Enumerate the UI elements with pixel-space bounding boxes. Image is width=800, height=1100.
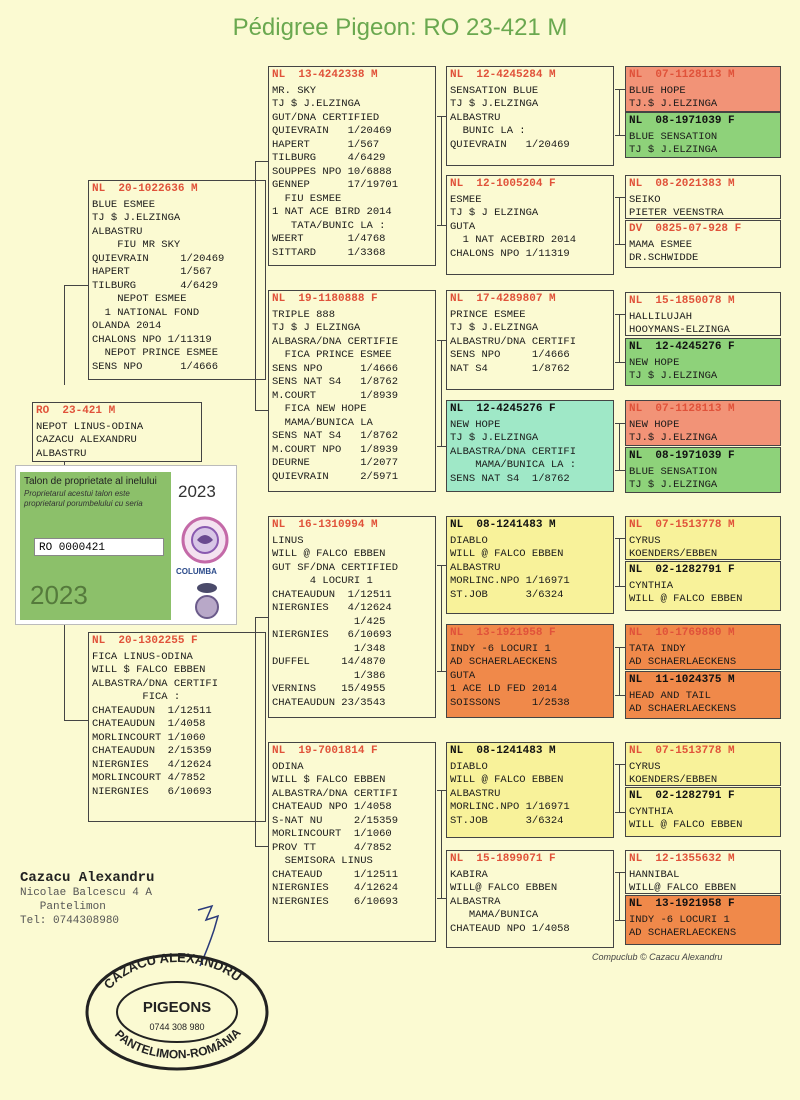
- pedigree-box-dss: [446, 516, 614, 614]
- connector-line: [255, 161, 256, 411]
- pedigree-box-sd: [268, 290, 436, 492]
- pedigree-box-g5: [625, 292, 781, 336]
- pedigree-line: DR.SCHWIDDE: [629, 252, 699, 264]
- pedigree-line: SOUPPES NPO 10/6888: [272, 165, 392, 178]
- pedigree-line: NIERGNIES 4/12624: [272, 882, 399, 894]
- pedigree-line: ST.JOB 3/6324: [450, 588, 564, 601]
- pedigree-line: MAMA/BUNICA: [450, 909, 539, 921]
- pedigree-line: M.COURT 1/8939: [272, 389, 399, 402]
- pedigree-line: S-NAT NU 2/15359: [272, 814, 399, 827]
- pedigree-line: CHATEAUD NPO 1/4058: [450, 922, 570, 935]
- card-title: Talon de proprietate al inelului: [24, 476, 157, 487]
- connector-line: [615, 647, 625, 648]
- pedigree-line: KOENDERS/EBBEN: [629, 774, 718, 786]
- pedigree-line: NIERGNIES 4/12624: [92, 758, 212, 771]
- pedigree-line: CYNTHIA: [629, 579, 674, 592]
- pedigree-line: NAT S4 1/8762: [450, 362, 570, 375]
- pedigree-line: SENS NPO 1/4666: [450, 349, 570, 361]
- ring-number: NL 02-1282791 F: [629, 790, 735, 802]
- connector-line: [615, 362, 625, 363]
- connector-line: [255, 617, 268, 618]
- pedigree-line: CHATEAUDUN 1/4058: [92, 718, 206, 730]
- pigeon-emblem-icon: [188, 580, 226, 620]
- pedigree-line: 1 NAT ACEBIRD 2014: [450, 234, 577, 246]
- connector-line: [437, 898, 446, 899]
- pedigree-line: MORLINC.NPO 1/16971: [450, 801, 570, 813]
- pedigree-box-g6: [625, 338, 781, 386]
- pedigree-line: SEIKO: [629, 193, 661, 206]
- pedigree-line: TJ $ J.ELZINGA: [450, 98, 539, 110]
- pedigree-line: CHATEAUD 1/12511: [272, 868, 399, 881]
- connector-line: [615, 135, 625, 136]
- ring-number: NL 07-1513778 M: [629, 745, 735, 757]
- svg-text:CAZACU ALEXANDRU: [101, 952, 245, 992]
- connector-line: [619, 314, 620, 362]
- pedigree-box-g15: [625, 850, 781, 894]
- pedigree-box-g10: [625, 561, 781, 611]
- stamp-top-text: CAZACU ALEXANDRU: [100, 952, 245, 992]
- connector-line: [64, 285, 88, 286]
- connector-line: [619, 89, 620, 135]
- pedigree-line: ALBASTRU: [450, 111, 501, 124]
- pedigree-line: ESMEE: [450, 193, 482, 206]
- connector-line: [437, 671, 446, 672]
- ring-number: NL 08-2021383 M: [629, 178, 735, 190]
- owner-phone: Tel: 0744308980: [20, 915, 120, 927]
- connector-line: [615, 244, 625, 245]
- owner-address-2: Pantelimon: [20, 901, 106, 913]
- pedigree-line: TJ $ J ELZINGA: [450, 207, 539, 219]
- pedigree-line: ALBASTRA/DNA CERTIFI: [450, 445, 577, 458]
- ring-number: NL 11-1024375 M: [629, 674, 735, 686]
- pedigree-line: WILL @ FALCO EBBEN: [450, 774, 564, 786]
- connector-line: [615, 695, 625, 696]
- pedigree-line: HANNIBAL: [629, 868, 680, 881]
- pedigree-line: DIABLO: [450, 760, 488, 773]
- connector-line: [255, 161, 268, 162]
- pedigree-line: DEURNE 1/2077: [272, 457, 399, 469]
- pedigree-line: FICA PRINCE ESMEE: [272, 349, 392, 361]
- pedigree-line: DIABLO: [450, 534, 488, 547]
- stamp-bottom-text: PANTELIMON-ROMÂNIA: [111, 1025, 244, 1062]
- pedigree-line: KABIRA: [450, 868, 488, 881]
- pedigree-line: TRIPLE 888: [272, 308, 336, 321]
- pedigree-box-g3: [625, 175, 781, 219]
- pedigree-box-sss: [446, 66, 614, 166]
- ring-number: NL 08-1241483 M: [450, 519, 556, 531]
- card-year-top: 2023: [178, 482, 216, 501]
- pedigree-line: HEAD AND TAIL: [629, 689, 711, 702]
- pedigree-box-ss: [268, 66, 436, 266]
- pedigree-line: SENS NAT S4 1/8762: [450, 472, 570, 485]
- ring-number: NL 12-1355632 M: [629, 853, 735, 865]
- pedigree-box-sdd: [446, 400, 614, 492]
- connector-line: [615, 812, 625, 813]
- pedigree-line: NEPOT LINUS-ODINA: [36, 420, 144, 433]
- ring-number: DV 0825-07-928 F: [629, 223, 742, 235]
- pedigree-line: CYRUS: [629, 534, 661, 547]
- pedigree-line: ALBASTRA/DNA CERTIFI: [272, 787, 399, 800]
- pedigree-line: WILL @ FALCO EBBEN: [450, 548, 564, 560]
- pedigree-line: TJ $ J.ELZINGA: [629, 370, 718, 382]
- pedigree-line: OLANDA 2014: [92, 320, 162, 332]
- ring-number: NL 20-1022636 M: [92, 183, 198, 195]
- pedigree-line: NIERGNIES 6/10693: [272, 895, 399, 908]
- ring-number: NL 02-1282791 F: [629, 564, 735, 576]
- pedigree-line: CHALONS NPO 1/11319: [92, 333, 212, 346]
- pedigree-line: MAMA/BUNICA LA: [272, 416, 373, 429]
- ring-number: NL 08-1241483 M: [450, 745, 556, 757]
- pedigree-line: ALBASTRA: [450, 895, 501, 908]
- pedigree-line: CHATEAUDUN 1/12511: [92, 704, 212, 717]
- pedigree-line: ALBASRA/DNA CERTIFIE: [272, 335, 399, 348]
- pedigree-line: NEPOT PRINCE ESMEE: [92, 347, 219, 359]
- pedigree-line: FICA LINUS-ODINA: [92, 650, 193, 663]
- pedigree-line: TJ $ J ELZINGA: [272, 322, 361, 334]
- pedigree-line: WILL $ FALCO EBBEN: [92, 664, 206, 676]
- connector-line: [619, 538, 620, 586]
- pedigree-line: 4 LOCURI 1: [272, 575, 373, 587]
- columba-logo-icon: [179, 514, 231, 566]
- pedigree-line: MR. SKY: [272, 84, 317, 97]
- pedigree-line: SENS NAT S4 1/8762: [272, 430, 399, 442]
- pedigree-line: CYNTHIA: [629, 805, 674, 818]
- pedigree-line: AD SCHAERLAECKENS: [629, 927, 737, 939]
- connector-line: [619, 197, 620, 244]
- pedigree-line: NIERGNIES 6/10693: [92, 785, 212, 798]
- pedigree-line: SENS NPO 1/4666: [272, 362, 399, 375]
- pedigree-line: CHATEAUD NPO 1/4058: [272, 801, 392, 813]
- connector-line: [619, 647, 620, 695]
- connector-line: [64, 720, 88, 721]
- ring-number: RO 23-421 M: [36, 405, 116, 417]
- pedigree-box-dds: [446, 742, 614, 838]
- pedigree-line: ALBASTRU: [450, 561, 501, 574]
- connector-line: [619, 423, 620, 470]
- connector-line: [615, 197, 625, 198]
- pedigree-line: ALBASTRU: [92, 225, 143, 238]
- connector-line: [615, 764, 625, 765]
- pedigree-box-g2: [625, 112, 781, 158]
- owner-block: [20, 870, 154, 928]
- pedigree-box-dam: [88, 632, 266, 822]
- pedigree-line: M.COURT NPO 1/8939: [272, 443, 399, 456]
- ring-number: NL 17-4289807 M: [450, 293, 556, 305]
- connector-line: [255, 617, 256, 847]
- pedigree-box-dsd: [446, 624, 614, 718]
- ring-number-field: RO 0000421: [34, 538, 164, 556]
- pedigree-line: SITTARD 1/3368: [272, 246, 386, 259]
- pedigree-line: QUIEVRAIN 2/5971: [272, 470, 399, 483]
- pedigree-line: TJ $ J.ELZINGA: [629, 479, 718, 491]
- ring-number: NL 12-1005204 F: [450, 178, 556, 190]
- pedigree-box-g12: [625, 671, 781, 719]
- pedigree-line: FICA NEW HOPE: [272, 403, 367, 415]
- connector-line: [615, 470, 625, 471]
- pedigree-box-g9: [625, 516, 781, 560]
- pedigree-line: WILL @ FALCO EBBEN: [272, 548, 386, 560]
- pedigree-box-ssd: [446, 175, 614, 275]
- pedigree-box-subject: [32, 402, 202, 462]
- pedigree-line: QUIEVRAIN 1/20469: [92, 252, 225, 265]
- connector-line: [615, 89, 625, 90]
- pedigree-line: GENNEP 17/19701: [272, 179, 399, 191]
- owner-name: Cazacu Alexandru: [20, 870, 155, 886]
- connector-line: [615, 872, 625, 873]
- pedigree-line: WILL $ FALCO EBBEN: [272, 774, 386, 786]
- connector-line: [255, 846, 268, 847]
- connector-line: [615, 314, 625, 315]
- connector-line: [615, 423, 625, 424]
- pedigree-line: CHATEAUDUN 23/3543: [272, 696, 386, 709]
- ring-number: NL 08-1971039 F: [629, 115, 735, 127]
- pedigree-line: TJ $ J.ELZINGA: [272, 98, 361, 110]
- pedigree-box-ds: [268, 516, 436, 718]
- owner-stamp: [84, 952, 270, 1072]
- pedigree-box-g7: [625, 400, 781, 446]
- connector-line: [441, 790, 442, 898]
- pedigree-box-g16: [625, 895, 781, 945]
- pedigree-box-g11: [625, 624, 781, 670]
- pedigree-line: INDY -6 LOCURI 1: [450, 642, 551, 655]
- connector-line: [615, 920, 625, 921]
- pedigree-line: BLUE ESMEE: [92, 198, 156, 211]
- ring-number: NL 07-1128113 M: [629, 403, 735, 415]
- ring-number: NL 15-1850078 M: [629, 295, 735, 307]
- ring-number: NL 12-4245276 F: [450, 403, 556, 415]
- ring-number: NL 10-1769880 M: [629, 627, 735, 639]
- ring-number: NL 13-4242338 M: [272, 69, 378, 81]
- connector-line: [619, 872, 620, 920]
- pedigree-line: MORLINCOURT 1/1060: [272, 828, 392, 840]
- ring-number: NL 13-1921958 F: [450, 627, 556, 639]
- pedigree-line: GUTA: [450, 220, 476, 233]
- pedigree-box-g1: [625, 66, 781, 112]
- pedigree-box-sds: [446, 290, 614, 390]
- ring-number: NL 12-4245284 M: [450, 69, 556, 81]
- pedigree-line: AD SCHAERLAECKENS: [629, 656, 737, 668]
- pedigree-line: HAPERT 1/567: [92, 266, 212, 278]
- pedigree-line: CAZACU ALEXANDRU: [36, 434, 137, 446]
- pedigree-line: NIERGNIES 6/10693: [272, 629, 392, 641]
- ring-number: NL 15-1899071 F: [450, 853, 556, 865]
- stamp-phone-text: 0744 308 980: [149, 1022, 205, 1032]
- pedigree-line: TILBURG 4/6429: [92, 279, 219, 292]
- pedigree-line: GUT SF/DNA CERTIFIED: [272, 561, 399, 574]
- pedigree-box-g4: [625, 220, 781, 268]
- pedigree-line: GUTA: [450, 669, 476, 682]
- pedigree-line: TJ.$ J.ELZINGA: [629, 432, 718, 444]
- pedigree-line: 1 NATIONAL FOND: [92, 306, 200, 319]
- footer-credit: Compuclub © Cazacu Alexandru: [592, 952, 723, 962]
- pedigree-line: TATA INDY: [629, 642, 686, 655]
- pedigree-line: BLUE SENSATION: [629, 465, 718, 478]
- pedigree-line: CYRUS: [629, 760, 661, 773]
- pedigree-line: TILBURG 4/6429: [272, 152, 386, 164]
- page-title: Pédigree Pigeon: RO 23-421 M: [232, 14, 568, 41]
- connector-line: [255, 410, 268, 411]
- pedigree-line: ALBASTRU: [36, 447, 87, 460]
- stamp-mid-text: PIGEONS: [142, 999, 212, 1016]
- ring-number: NL 16-1310994 M: [272, 519, 378, 531]
- connector-line: [437, 446, 446, 447]
- pedigree-line: BLUE HOPE: [629, 84, 686, 97]
- pedigree-line: 1 NAT ACE BIRD 2014: [272, 206, 392, 218]
- ring-number: NL 13-1921958 F: [629, 898, 735, 910]
- ring-number: NL 08-1971039 F: [629, 450, 735, 462]
- pedigree-line: 1/348: [272, 642, 386, 655]
- card-subtitle: Proprietarul acestui talon este proprietarul porumbelului cu seria: [24, 489, 143, 508]
- pedigree-box-ddd: [446, 850, 614, 948]
- pedigree-line: QUIEVRAIN 1/20469: [272, 125, 392, 137]
- pedigree-line: ALBASTRU/DNA CERTIFI: [450, 335, 577, 348]
- pedigree-line: ODINA: [272, 760, 304, 773]
- card-year: 2023: [30, 580, 88, 610]
- pedigree-box-g13: [625, 742, 781, 786]
- ring-number: NL 07-1513778 M: [629, 519, 735, 531]
- pedigree-line: WILL @ FALCO EBBEN: [629, 593, 743, 605]
- pedigree-line: CHALONS NPO 1/11319: [450, 247, 570, 260]
- pedigree-line: ALBASTRA/DNA CERTIFI: [92, 677, 219, 690]
- pedigree-line: TJ $ J.ELZINGA: [629, 144, 718, 156]
- pedigree-line: ST.JOB 3/6324: [450, 814, 564, 827]
- pedigree-line: INDY -6 LOCURI 1: [629, 913, 730, 926]
- pedigree-line: TATA/BUNIC LA :: [272, 219, 386, 232]
- pedigree-line: TJ $ J.ELZINGA: [450, 432, 539, 444]
- pedigree-line: WILL@ FALCO EBBEN: [629, 882, 737, 894]
- pedigree-line: HAPERT 1/567: [272, 138, 380, 151]
- pedigree-line: SENS NPO 1/4666: [92, 360, 219, 373]
- pedigree-line: 1 ACE LD FED 2014: [450, 683, 558, 695]
- pedigree-line: MAMA/BUNICA LA :: [450, 459, 577, 471]
- ring-number: NL 20-1302255 F: [92, 635, 198, 647]
- pedigree-line: MAMA ESMEE: [629, 238, 693, 251]
- connector-line: [441, 565, 442, 671]
- columba-brand: COLUMBA: [176, 567, 217, 576]
- pedigree-line: HALLILUJAH: [629, 310, 693, 323]
- pedigree-line: QUIEVRAIN 1/20469: [450, 138, 570, 151]
- pedigree-line: WILL@ FALCO EBBEN: [450, 882, 558, 894]
- owner-address-1: Nicolae Balcescu 4 A: [20, 887, 153, 899]
- pedigree-line: TJ.$ J.ELZINGA: [629, 98, 718, 110]
- connector-line: [437, 225, 446, 226]
- connector-line: [615, 586, 625, 587]
- ring-number: NL 19-1180888 F: [272, 293, 378, 305]
- pedigree-line: TJ $ J.ELZINGA: [450, 322, 539, 334]
- pedigree-line: VERNINS 15/4955: [272, 683, 386, 695]
- pedigree-line: CHATEAUDUN 2/15359: [92, 745, 212, 757]
- pedigree-line: NEPOT ESMEE: [92, 293, 187, 305]
- pedigree-line: ALBASTRU: [450, 787, 501, 800]
- pedigree-line: PIETER VEENSTRA: [629, 207, 724, 219]
- connector-line: [441, 116, 442, 225]
- pedigree-line: MORLINCOURT 1/1060: [92, 731, 206, 744]
- pedigree-line: HOOYMANS-ELZINGA: [629, 324, 730, 336]
- pedigree-line: MORLINCOURT 4/7852: [92, 772, 206, 784]
- pedigree-line: FIU ESMEE: [272, 192, 342, 205]
- pedigree-line: GUT/DNA CERTIFIED: [272, 111, 380, 124]
- pedigree-line: SOISSONS 1/2538: [450, 696, 570, 709]
- pedigree-box-g8: [625, 447, 781, 493]
- pedigree-line: CHATEAUDUN 1/12511: [272, 588, 392, 601]
- connector-line: [615, 538, 625, 539]
- pedigree-line: PROV TT 4/7852: [272, 841, 392, 854]
- pedigree-line: DUFFEL 14/4870: [272, 656, 386, 668]
- ring-number: NL 07-1128113 M: [629, 69, 735, 81]
- pedigree-line: MORLINC.NPO 1/16971: [450, 575, 570, 587]
- pedigree-line: KOENDERS/EBBEN: [629, 548, 718, 560]
- pedigree-line: SENS NAT S4 1/8762: [272, 376, 399, 388]
- ring-ownership-card: [15, 465, 237, 625]
- card-green-panel: [20, 472, 171, 620]
- pedigree-line: FIU MR SKY: [92, 239, 181, 251]
- pedigree-line: NEW HOPE: [629, 356, 680, 369]
- pedigree-line: BUNIC LA :: [450, 125, 526, 137]
- pedigree-line: FICA :: [92, 691, 181, 703]
- pedigree-line: AD SCHAERLAECKENS: [629, 703, 737, 715]
- pedigree-line: WILL @ FALCO EBBEN: [629, 819, 743, 831]
- connector-line: [441, 340, 442, 446]
- pedigree-line: 1/425: [272, 615, 386, 628]
- pedigree-box-g14: [625, 787, 781, 837]
- pedigree-box-dd: [268, 742, 436, 942]
- pedigree-line: LINUS: [272, 534, 304, 547]
- pedigree-line: PRINCE ESMEE: [450, 308, 526, 321]
- pedigree-line: BLUE SENSATION: [629, 130, 718, 143]
- pedigree-line: 1/386: [272, 669, 386, 682]
- connector-line: [64, 285, 65, 385]
- pedigree-line: AD SCHAERLAECKENS: [450, 656, 558, 668]
- ring-number: NL 19-7001814 F: [272, 745, 378, 757]
- connector-line: [619, 764, 620, 812]
- ring-number: NL 12-4245276 F: [629, 341, 735, 353]
- pedigree-line: WEERT 1/4768: [272, 233, 386, 245]
- pedigree-line: NEW HOPE: [450, 418, 501, 431]
- pedigree-line: SENSATION BLUE: [450, 84, 539, 97]
- pedigree-line: TJ $ J.ELZINGA: [92, 212, 181, 224]
- pedigree-line: NIERGNIES 4/12624: [272, 602, 392, 614]
- pedigree-line: NEW HOPE: [629, 418, 680, 431]
- pedigree-box-sire: [88, 180, 266, 380]
- pedigree-line: SEMISORA LINUS: [272, 855, 373, 867]
